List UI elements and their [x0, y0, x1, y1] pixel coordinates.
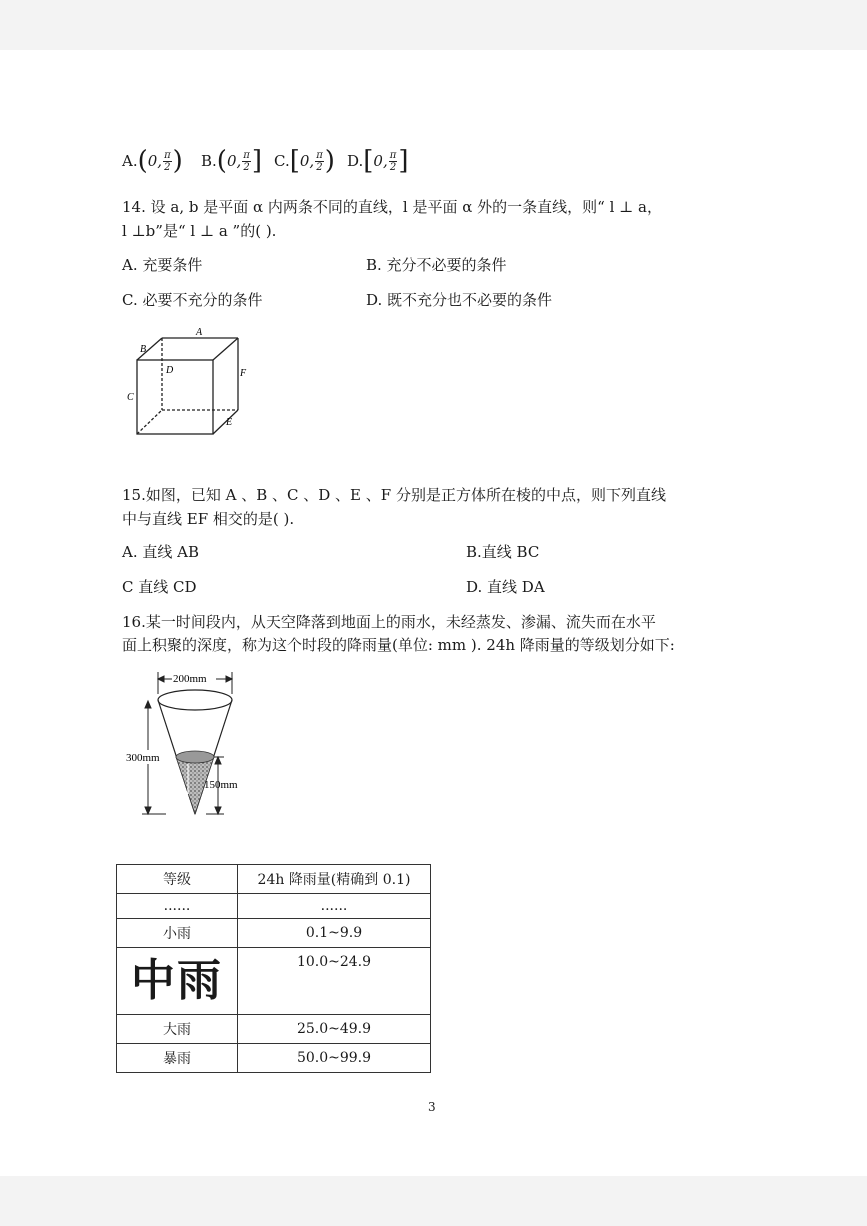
table-row [117, 894, 431, 919]
interval-zero: 0, [299, 152, 315, 170]
fraction: $\frac{\pi}{2}$ [316, 149, 323, 173]
table-row [117, 1015, 431, 1044]
q15-option-a: A. 直线 AB [122, 543, 199, 561]
cone-height-label: 300mm [126, 752, 160, 764]
paren-close: ) [172, 146, 183, 176]
cube-label-a: A [196, 327, 203, 338]
table-row [117, 919, 431, 948]
q13-option-b [201, 148, 262, 174]
interval-zero: 0, [226, 152, 242, 170]
q14-option-d: D. 既不充分也不必要的条件 [366, 291, 553, 309]
q14-stem-line2: l ⊥b”是“ l ⊥ a ”的( ). [122, 222, 277, 240]
q15-option-b: B.直线 BC [466, 543, 540, 561]
bracket-close: ] [398, 146, 409, 176]
q16-stem-line2: 面上积聚的深度，称为这个时段的降雨量(单位: mm ). 24h 降雨量的等级划分如下: [122, 636, 675, 654]
rainfall-grade-table [116, 864, 431, 1073]
table-cell [117, 948, 238, 1015]
paren-open: ( [216, 146, 227, 176]
fraction: $\frac{\pi}{2}$ [389, 149, 397, 173]
table-header-cell: 等级 [117, 865, 238, 894]
q15-option-c: C 直线 CD [122, 578, 197, 596]
option-label: B. [201, 152, 217, 170]
table-cell: ...... [117, 894, 238, 919]
q15-stem-line2: 中与直线 EF 相交的是( ). [122, 510, 295, 528]
cube-label-f: F [240, 368, 247, 379]
option-label: A. [122, 152, 138, 170]
interval-zero: 0, [147, 152, 163, 170]
q16-stem-line1: 16.某一时间段内，从天空降落到地面上的雨水，未经蒸发、渗漏、流失而在水平 [122, 613, 656, 631]
fraction: $\frac{\pi}{2}$ [243, 149, 250, 173]
paren-close: ) [324, 146, 335, 176]
table-cell: 50.0~99.9 [238, 1044, 431, 1073]
table-cell: 0.1~9.9 [238, 919, 431, 948]
cube-figure [122, 326, 252, 442]
table-header-row [117, 865, 431, 894]
table-cell: 25.0~49.9 [238, 1015, 431, 1044]
q13-option-d [347, 148, 408, 174]
table-cell: 小雨 [117, 919, 238, 948]
table-row [117, 948, 431, 1015]
q14-stem-line1: 14. 设 a, b 是平面 α 内两条不同的直线，l 是平面 α 外的一条直线，则“ l ⊥ a， [122, 198, 662, 216]
cube-label-d: D [166, 365, 174, 376]
big-grade-label: 中雨 [131, 955, 223, 1006]
rain-gauge-cone-figure [126, 666, 256, 818]
q15-option-d: D. 直线 DA [466, 578, 545, 596]
option-label: D. [347, 152, 364, 170]
table-cell: 暴雨 [117, 1044, 238, 1073]
interval-zero: 0, [373, 152, 388, 170]
cone-water-label: 150mm [204, 779, 238, 791]
fraction: $\frac{\pi}{2}$ [164, 149, 171, 173]
option-label: C. [274, 152, 290, 170]
q14-option-b: B. 充分不必要的条件 [366, 256, 507, 274]
cone-top-width-label: 200mm [173, 673, 207, 685]
cube-label-e: E [226, 417, 233, 428]
q13-option-c [274, 148, 335, 174]
table-cell: 大雨 [117, 1015, 238, 1044]
q14-option-a: A. 充要条件 [122, 256, 203, 274]
paren-open: ( [137, 146, 148, 176]
cube-label-c: C [127, 392, 134, 403]
cube-label-b: B [140, 344, 147, 355]
table-cell: ...... [238, 894, 431, 919]
table-cell: 10.0~24.9 [238, 948, 431, 1015]
q14-option-c: C. 必要不充分的条件 [122, 291, 263, 309]
page-number: 3 [428, 1100, 436, 1114]
table-header-cell: 24h 降雨量(精确到 0.1) [238, 865, 431, 894]
bracket-close: ] [251, 146, 262, 176]
bracket-open: [ [363, 146, 374, 176]
bracket-open: [ [289, 146, 300, 176]
q13-option-a [122, 148, 183, 174]
q15-stem-line1: 15.如图，已知 A 、B 、C 、D 、E 、F 分别是正方体所在棱的中点，则下列直线 [122, 486, 666, 504]
table-row [117, 1044, 431, 1073]
